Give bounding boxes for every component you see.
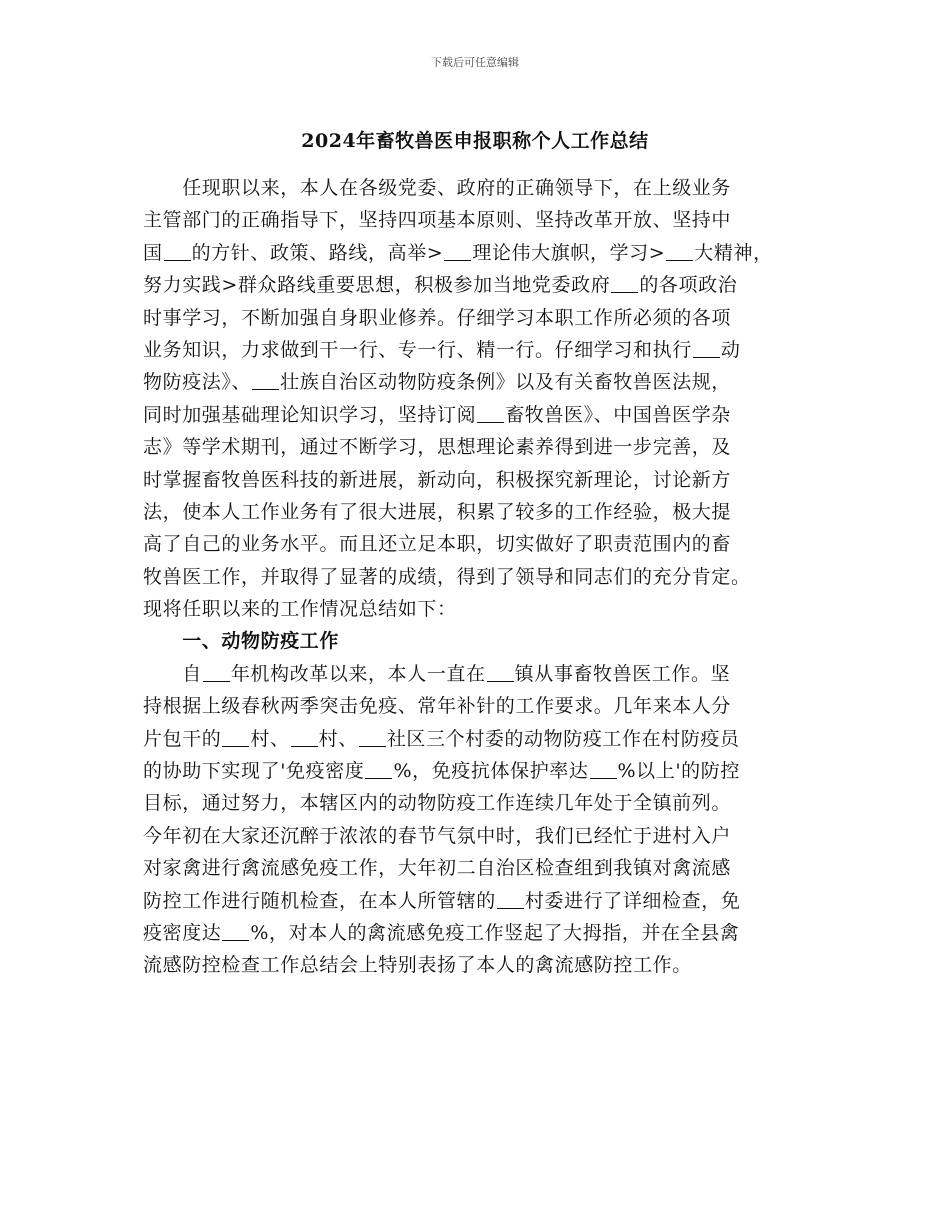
fill-in-blank xyxy=(365,760,392,779)
fill-in-blank xyxy=(611,274,638,293)
fill-in-blank xyxy=(444,242,471,261)
paragraph-line: 国 的方针、政策、路线，高举> 理论伟大旗帜，学习> 大精神， xyxy=(143,241,773,264)
document-title: 2024年畜牧兽医申报职称个人工作总结 xyxy=(301,130,649,152)
fill-in-blank xyxy=(693,339,720,358)
paragraph-line: 业务知识，力求做到干一行、专一行、精一行。仔细学习和执行 动 xyxy=(143,338,741,361)
paragraph-line: 法，使本人工作业务有了很大进展，积累了较多的工作经验，极大提 xyxy=(143,500,732,523)
paragraph-line: 物防疫法》、 壮族自治区动物防疫条例》以及有关畜牧兽医法规， xyxy=(143,371,731,394)
paragraph-line: 现将任职以来的工作情况总结如下： xyxy=(143,598,457,621)
fill-in-blank xyxy=(291,728,318,747)
fill-in-blank xyxy=(359,728,386,747)
paragraph-line: 自 年机构改革以来，本人一直在 镇从事畜牧兽医工作。坚 xyxy=(143,662,731,685)
paragraph-line: 对家禽进行禽流感免疫工作，大年初二自治区检查组到我镇对禽流感 xyxy=(143,857,732,880)
paragraph-line: 时事学习，不断加强自身职业修养。仔细学习本职工作所必须的各项 xyxy=(143,306,732,329)
paragraph-line: 牧兽医工作，并取得了显著的成绩，得到了领导和同志们的充分肯定。 xyxy=(143,565,751,588)
fill-in-blank xyxy=(497,890,524,909)
section-heading: 一、动物防疫工作 xyxy=(143,630,340,653)
fill-in-blank xyxy=(477,404,504,423)
paragraph-line: 疫密度达 %，对本人的禽流感免疫工作竖起了大拇指，并在全县禽 xyxy=(143,921,740,944)
paragraph-line: 片包干的 村、 村、 社区三个村委的动物防疫工作在村防疫员 xyxy=(143,727,740,750)
paragraph-line: 防控工作进行随机检查，在本人所管辖的 村委进行了详细检查，免 xyxy=(143,889,741,912)
paragraph-line: 时掌握畜牧兽医科技的新进展，新动向，积极探究新理论，讨论新方 xyxy=(143,468,732,491)
fill-in-blank xyxy=(203,663,230,682)
fill-in-blank xyxy=(666,242,693,261)
header-note: 下载后可任意编辑 xyxy=(431,56,519,69)
paragraph-line: 志》等学术期刊，通过不断学习，思想理论素养得到进一步完善，及 xyxy=(143,436,732,459)
paragraph-line: 持根据上级春秋两季突击免疫、常年补针的工作要求。几年来本人分 xyxy=(143,695,732,718)
fill-in-blank xyxy=(222,728,249,747)
paragraph-line: 的协助下实现了'免疫密度 %，免疫抗体保护率达 %以上'的防控 xyxy=(143,760,740,783)
paragraph-line: 高了自己的业务水平。而且还立足本职，切实做好了职责范围内的畜 xyxy=(143,533,732,556)
fill-in-blank xyxy=(590,760,617,779)
paragraph-line: 流感防控检查工作总结会上特别表扬了本人的禽流感防控工作。 xyxy=(143,954,692,977)
paragraph-line: 主管部门的正确指导下，坚持四项基本原则、坚持改革开放、坚持中 xyxy=(143,209,732,232)
fill-in-blank xyxy=(164,242,191,261)
paragraph-line: 同时加强基础理论知识学习，坚持订阅 畜牧兽医》、中国兽医学杂 xyxy=(143,403,731,426)
paragraph-line: 目标，通过努力，本辖区内的动物防疫工作连续几年处于全镇前列。 xyxy=(143,792,732,815)
document-body xyxy=(143,172,823,982)
fill-in-blank xyxy=(252,371,279,390)
paragraph-line: 努力实践>群众路线重要思想，积极参加当地党委政府 的各项政治 xyxy=(143,274,738,297)
fill-in-blank xyxy=(222,922,249,941)
fill-in-blank xyxy=(487,663,514,682)
paragraph-line: 任现职以来，本人在各级党委、政府的正确领导下，在上级业务 xyxy=(143,177,732,199)
paragraph-line: 今年初在大家还沉醉于浓浓的春节气氛中时，我们已经忙于进村入户 xyxy=(143,824,732,847)
